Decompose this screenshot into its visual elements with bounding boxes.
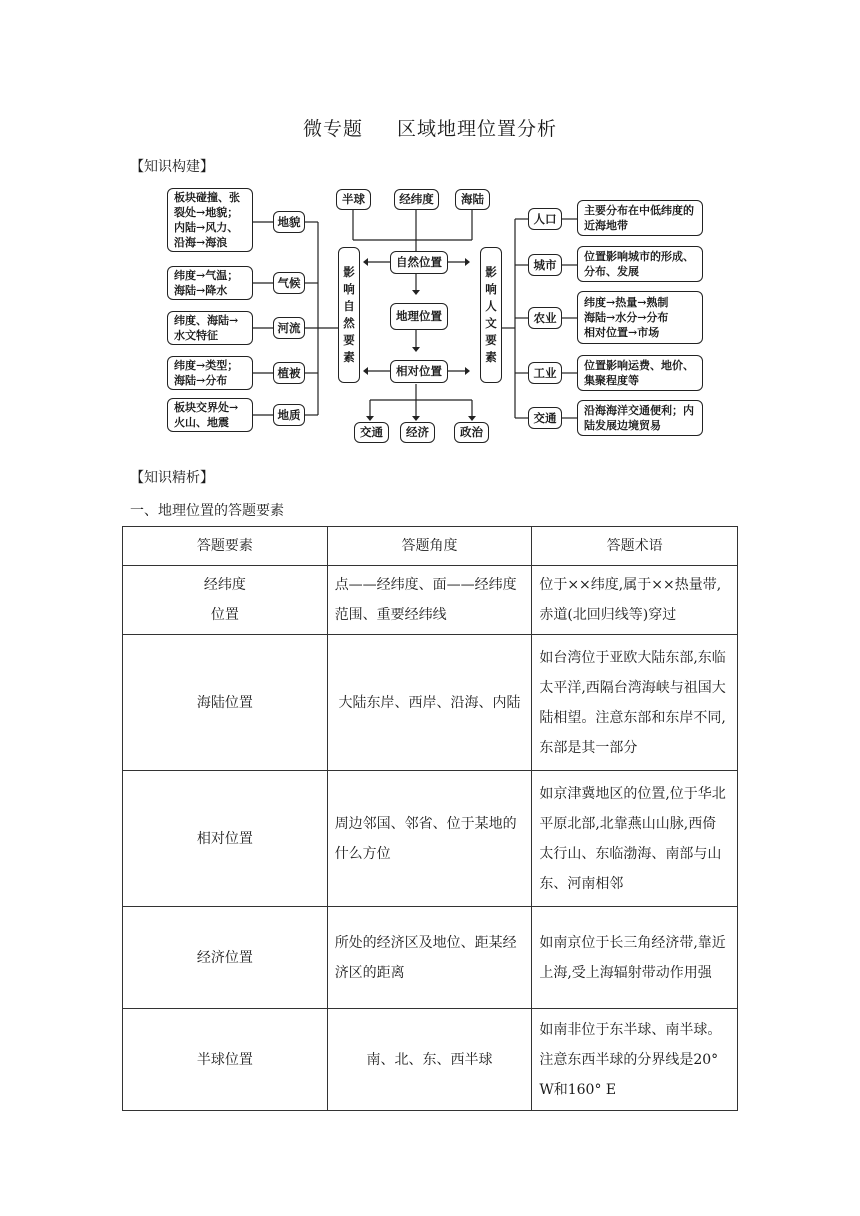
- table-header-row: [123, 527, 738, 566]
- cell-element: 半球位置: [123, 1009, 328, 1111]
- subheading: 一、地理位置的答题要素: [130, 503, 284, 519]
- note-river: 纬度、海陆→水文特征: [167, 311, 253, 345]
- note-geology: 板块交界处→火山、地震: [167, 398, 253, 432]
- node-landsea: 海陆: [455, 189, 490, 210]
- node-economy: 经济: [400, 422, 435, 443]
- node-transport: 交通: [354, 422, 389, 443]
- node-river: 河流: [273, 317, 305, 339]
- cell-term: 如南京位于长三角经济带,靠近上海,受上海辐射带动作用强: [532, 907, 738, 1009]
- header-term: 答题术语: [532, 527, 738, 566]
- node-latlon: 经纬度: [394, 189, 439, 210]
- cell-element: 经济位置: [123, 907, 328, 1009]
- note-climate: 纬度→气温；海陆→降水: [167, 266, 253, 300]
- page-title: 微专题 区域地理位置分析: [302, 118, 558, 140]
- table-row: [123, 635, 738, 771]
- node-politics: 政治: [454, 422, 489, 443]
- node-geology: 地质: [273, 404, 305, 426]
- section-knowledge-analysis: 【知识精析】: [130, 470, 214, 486]
- cell-term: 如京津冀地区的位置,位于华北平原北部,北靠燕山山脉,西倚太行山、东临渤海、南部与山东、河南相邻: [532, 771, 738, 907]
- note-population: 主要分布在中低纬度的近海地带: [577, 200, 703, 236]
- header-angle: 答题角度: [327, 527, 532, 566]
- node-relative-location: 相对位置: [390, 360, 448, 383]
- cell-angle: 南、北、东、西半球: [327, 1009, 532, 1111]
- cell-angle: 点——经纬度、面——经纬度范围、重要经纬线: [327, 566, 532, 635]
- note-industry: 位置影响运费、地价、集聚程度等: [577, 355, 703, 391]
- note-agriculture: 纬度→热量→熟制 海陆→水分→分布 相对位置→市场: [577, 291, 703, 344]
- answer-elements-table: [122, 526, 738, 1111]
- node-city: 城市: [528, 254, 562, 276]
- knowledge-diagram: [160, 182, 705, 444]
- note-landform: 板块碰撞、张裂处→地貌；内陆→风力、沿海→海浪: [167, 188, 253, 252]
- human-factors-box: 影响人文要素: [480, 247, 502, 383]
- node-landform: 地貌: [273, 211, 305, 233]
- cell-term: 位于××纬度,属于××热量带,赤道(北回归线等)穿过: [532, 566, 738, 635]
- node-vegetation: 植被: [273, 362, 305, 384]
- node-geographic-location: 地理位置: [390, 303, 448, 330]
- node-climate: 气候: [273, 272, 305, 294]
- note-city: 位置影响城市的形成、分布、发展: [577, 246, 703, 282]
- node-natural-location: 自然位置: [390, 251, 448, 274]
- node-population: 人口: [528, 208, 562, 230]
- cell-term: 如台湾位于亚欧大陆东部,东临太平洋,西隔台湾海峡与祖国大陆相望。注意东部和东岸不同,东部是其一部分: [532, 635, 738, 771]
- cell-angle: 所处的经济区及地位、距某经济区的距离: [327, 907, 532, 1009]
- cell-element: 海陆位置: [123, 635, 328, 771]
- table-row: [123, 1009, 738, 1111]
- table-row: [123, 907, 738, 1009]
- table-row: [123, 566, 738, 635]
- table-row: [123, 771, 738, 907]
- cell-element: 经纬度位置: [123, 566, 328, 635]
- node-agriculture: 农业: [528, 307, 562, 329]
- cell-term: 如南非位于东半球、南半球。注意东西半球的分界线是20° W和160° E: [532, 1009, 738, 1111]
- section-knowledge-build: 【知识构建】: [130, 159, 214, 175]
- node-traffic: 交通: [528, 407, 562, 429]
- note-traffic: 沿海海洋交通便利；内陆发展边境贸易: [577, 400, 703, 436]
- note-vegetation: 纬度→类型；海陆→分布: [167, 356, 253, 390]
- cell-angle: 周边邻国、邻省、位于某地的什么方位: [327, 771, 532, 907]
- cell-angle: 大陆东岸、西岸、沿海、内陆: [327, 635, 532, 771]
- cell-element: 相对位置: [123, 771, 328, 907]
- natural-factors-box: 影响自然要素: [338, 247, 360, 383]
- node-hemisphere: 半球: [336, 189, 371, 210]
- node-industry: 工业: [528, 362, 562, 384]
- header-element: 答题要素: [123, 527, 328, 566]
